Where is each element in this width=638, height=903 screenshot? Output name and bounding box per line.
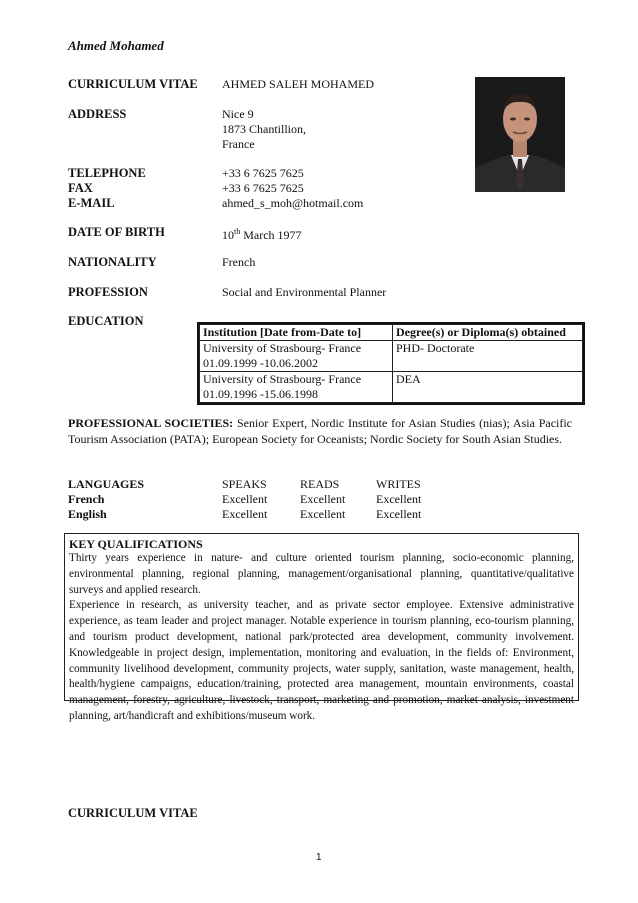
address-label: ADDRESS	[68, 107, 127, 121]
email-value: ahmed_s_moh@hotmail.com	[222, 196, 364, 210]
languages-label: LANGUAGES	[68, 477, 145, 491]
key-qualifications-box	[64, 533, 579, 722]
education-table	[199, 324, 583, 403]
table-header-row	[200, 325, 583, 341]
fax-value: +33 6 7625 7625	[222, 181, 304, 195]
full-name: AHMED SALEH MOHAMED	[222, 77, 374, 91]
header-name: Ahmed Mohamed	[68, 38, 164, 53]
dob-value: 10th March 1977	[222, 227, 302, 242]
column-header: Institution [Date from-Date to]	[200, 325, 393, 341]
address-line: Nice 9	[222, 107, 254, 121]
societies-text: Senior Expert, Nordic Institute for Asian Studies (nias); Asia Pacific Tourism Association (PATA); European Society for Oceanists; Nordic Society for South Asian Studies.	[68, 416, 573, 446]
nationality-value: French	[222, 255, 256, 269]
education-label: EDUCATION	[68, 314, 144, 328]
column-header: SPEAKS	[222, 477, 267, 491]
societies-label: PROFESSIONAL SOCIETIES:	[68, 416, 234, 430]
dob-label: DATE OF BIRTH	[68, 225, 165, 239]
table-cell: DEA	[393, 372, 583, 403]
address-line: 1873 Chantillion,	[222, 122, 306, 136]
professional-societies	[68, 415, 572, 447]
key-qualifications-paragraph: Experience in research, as university teacher, and as private sector employee. Extensive administrative experience, as team leader and project manager. Notable experience in tourism planning, eco-tourism planning, and tourism product development, national park/protected area development, community involvement. Knowledgeable in project design, implementation, monitoring and evaluation, in the fields of: Environment, community livelihood development, community projects, water supply, sanitation, waste management, health, health/hygiene campaigns, education/training, protected area management, mountain environments, coastal management, forestry, agriculture, livestock, transport, marketing and promotion, market analysis, investment planning, art/handicraft and exhibitions/museum work.	[69, 599, 574, 722]
key-qualifications-title: KEY QUALIFICATIONS	[69, 537, 203, 551]
table-cell: PHD- Doctorate	[393, 341, 583, 372]
address-value	[222, 107, 306, 152]
column-header: READS	[300, 477, 340, 491]
footer-cv-label: CURRICULUM VITAE	[68, 806, 198, 820]
key-qualifications-paragraph: Thirty years experience in nature- and culture oriented tourism planning, socio-economic planning, environmental planning, regional planning, management/organisational planning, quantitative/qualitative surveys and applied research.	[69, 552, 574, 596]
page-number: 1	[316, 852, 322, 863]
table-cell: University of Strasbourg- France 01.09.1996 -15.06.1998	[200, 372, 393, 403]
column-header: WRITES	[376, 477, 421, 491]
table-row	[200, 372, 583, 403]
cv-label: CURRICULUM VITAE	[68, 77, 198, 91]
profile-photo	[475, 77, 565, 192]
table-row	[200, 341, 583, 372]
column-header: Degree(s) or Diploma(s) obtained	[393, 325, 583, 341]
telephone-label: TELEPHONE	[68, 166, 146, 180]
fax-label: FAX	[68, 181, 93, 195]
profession-value: Social and Environmental Planner	[222, 285, 387, 299]
email-label: E-MAIL	[68, 196, 115, 210]
profession-label: PROFESSION	[68, 285, 148, 299]
address-line: France	[222, 137, 255, 151]
nationality-label: NATIONALITY	[68, 255, 157, 269]
table-cell: University of Strasbourg- France 01.09.1999 -10.06.2002	[200, 341, 393, 372]
telephone-value: +33 6 7625 7625	[222, 166, 304, 180]
